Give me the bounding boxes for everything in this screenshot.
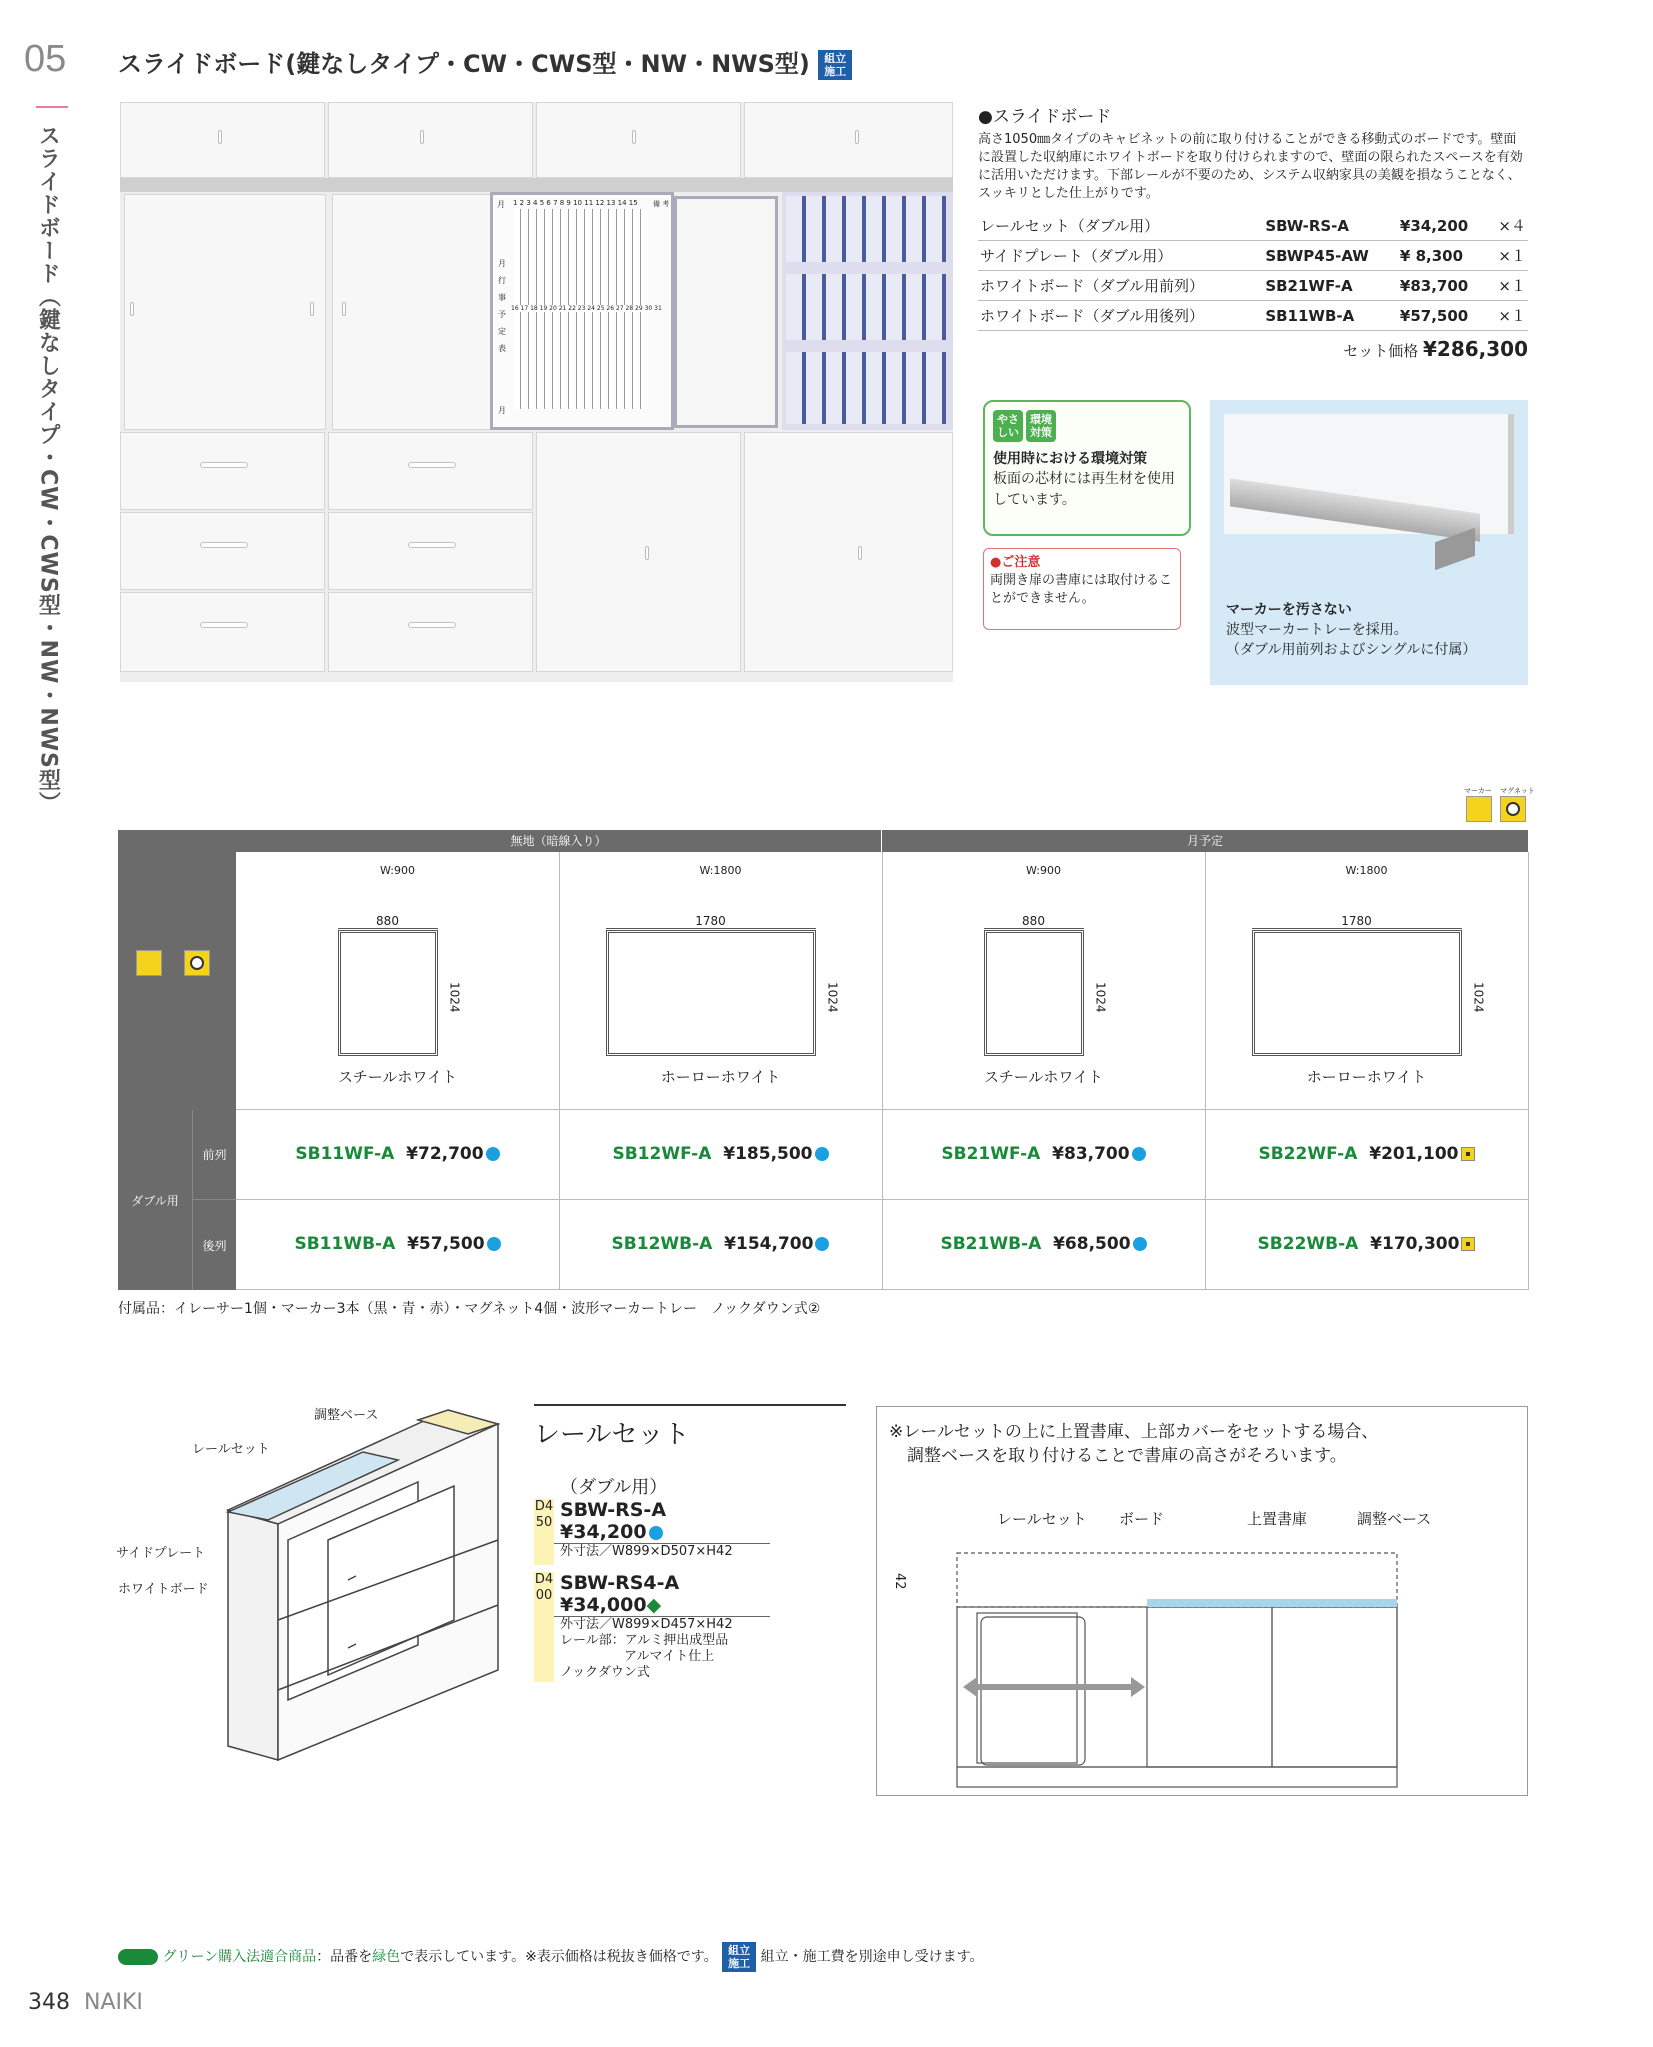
rail-item1-dtag: D450	[534, 1499, 554, 1565]
green-logo-icon	[118, 1949, 158, 1965]
dim-height: 1024	[1471, 982, 1486, 1013]
diagram-finish: ホーローホワイト	[1306, 1068, 1427, 1086]
footer-green-word: 緑色	[372, 1949, 401, 1965]
set-item-row	[978, 241, 1528, 271]
eco-body: 板面の芯材には再生材を使用しています。	[993, 471, 1175, 508]
dim-width: 1780	[1252, 914, 1462, 929]
brand-name: NAIKI	[84, 1990, 143, 2015]
set-item-price: ¥83,700	[1398, 271, 1489, 301]
note-label-rail: レールセット	[997, 1510, 1087, 1528]
board-vertical-char: 行	[498, 276, 506, 285]
board-vertical-char: 表	[498, 344, 506, 353]
green-dot-icon	[649, 1526, 663, 1540]
price-entry	[236, 1234, 559, 1254]
diagram-finish: ホーローホワイト	[660, 1068, 781, 1086]
footer-assembly-badge: 組立施工	[722, 1942, 756, 1972]
iso-label-rail: レールセット	[192, 1442, 270, 1457]
group-monthly-header: 月予定	[882, 830, 1528, 852]
note-label-board: ボード	[1119, 1510, 1165, 1528]
product-price: ¥57,500	[407, 1234, 485, 1254]
iso-label-side: サイドプレート	[116, 1546, 206, 1561]
product-price: ¥201,100	[1369, 1144, 1459, 1164]
price-entry	[882, 1144, 1205, 1164]
legend-magnet-label: マグネット	[1500, 787, 1535, 795]
dim-height: 1024	[1093, 982, 1108, 1013]
set-price-label: セット価格	[1343, 342, 1419, 360]
product-price: ¥83,700	[1052, 1144, 1130, 1164]
marker-tray-photo	[1210, 400, 1528, 685]
dim-width: 880	[338, 914, 438, 929]
board-days-top: 1 2 3 4 5 6 7 8 9 10 11 12 13 14 15	[513, 199, 638, 207]
set-price-value: ¥286,300	[1422, 337, 1528, 361]
set-item-price: ¥57,500	[1398, 301, 1489, 331]
eco-badge-env: 環境対策	[1026, 410, 1056, 442]
row-label-front: 前列	[192, 1110, 236, 1200]
footer-note	[118, 1942, 983, 1972]
set-item-qty: ×１	[1488, 301, 1528, 331]
board-outline	[984, 930, 1084, 1056]
set-item-qty: ×１	[1488, 241, 1528, 271]
price-entry	[559, 1234, 882, 1254]
legend-marker-label: マーカー	[1464, 787, 1492, 795]
rail-item2-code: SBW-RS4-A	[560, 1572, 680, 1594]
marker-caption-line2: （ダブル用前列およびシングルに付属）	[1226, 642, 1477, 658]
diagram-width-label: W:900	[1026, 864, 1061, 877]
note-label-base: 調整ベース	[1357, 1510, 1432, 1528]
set-item-qty: ×１	[1488, 271, 1528, 301]
assembly-badge: 組立施工	[818, 50, 852, 80]
note-line1: ※レールセットの上に上置書庫、上部カバーをセットする場合、	[889, 1422, 1379, 1442]
rail-isometric-diagram	[118, 1390, 518, 1790]
board-remarks: 備 考	[653, 200, 670, 208]
note-line2: 調整ベースを取り付けることで書庫の高さがそろいます。	[907, 1446, 1347, 1466]
row-group-label: ダブル用	[131, 1193, 179, 1208]
intro-body: 高さ1050㎜タイプのキャビネットの前に取り付けることができる移動式のボードです。壁面に設置した収納庫にホワイトボードを取り付けられますので、壁面の限られたスペースを有効に活用いただけます。下部レールが不要のため、システム収納家具の美観を損なうことなく、スッキリとした仕上がりです。	[978, 132, 1523, 201]
page-number-row	[28, 1990, 143, 2015]
footer-text2: で表示しています。※表示価格は税抜き価格です。	[400, 1949, 718, 1965]
product-price: ¥170,300	[1370, 1234, 1460, 1254]
stock-dot-icon	[815, 1237, 829, 1251]
diagram-width-label: W:1800	[1345, 864, 1388, 877]
page-title	[118, 44, 852, 80]
marker-caption-line1: 波型マーカートレーを採用。	[1226, 622, 1408, 638]
eco-box	[983, 400, 1191, 536]
dim-height: 1024	[447, 982, 462, 1013]
diagram-width-label: W:1800	[699, 864, 742, 877]
product-photo	[120, 102, 953, 682]
stock-dot-icon	[1133, 1237, 1147, 1251]
rail-item1-spec: 外寸法／W899×D507×H42	[560, 1544, 733, 1559]
footer-green-label: グリーン購入法適合商品	[162, 1949, 317, 1965]
rail-set-title: レールセット	[534, 1404, 846, 1451]
set-item-name: ホワイトボード（ダブル用前列）	[978, 271, 1263, 301]
diagram-finish: スチールホワイト	[338, 1068, 457, 1086]
page-title-text: スライドボード(鍵なしタイプ・CW・CWS型・NW・NWS型)	[118, 50, 810, 78]
product-price: ¥68,500	[1053, 1234, 1131, 1254]
marker-icon	[1466, 796, 1492, 822]
eco-badge-kind: やさしい	[993, 410, 1023, 442]
table-marker-icon	[136, 950, 162, 976]
front-diagram	[877, 1407, 1527, 1795]
dim-width: 1780	[606, 914, 816, 929]
caution-box	[983, 548, 1181, 630]
set-item-name: サイドプレート（ダブル用）	[978, 241, 1263, 271]
board-month-label: 月	[497, 200, 505, 209]
made-to-order-icon	[1461, 1237, 1475, 1251]
price-entry	[1205, 1234, 1528, 1254]
set-item-price: ¥ 8,300	[1398, 241, 1489, 271]
row-label-back: 後列	[192, 1200, 236, 1290]
set-item-code: SBWP45-AW	[1263, 241, 1398, 271]
rail-set-block	[534, 1404, 846, 1681]
stock-dot-icon	[1132, 1147, 1146, 1161]
marker-caption	[1226, 600, 1476, 660]
dim-width: 880	[984, 914, 1084, 929]
magnet-icon	[1500, 796, 1526, 822]
rail-item2-price: ¥34,000	[560, 1594, 647, 1616]
price-entry	[236, 1144, 559, 1164]
note-label-height: 42	[892, 1573, 907, 1590]
group-plain-header: 無地（暗線入り）	[236, 830, 882, 852]
calendar-board	[490, 192, 674, 430]
iso-label-base: 調整ベース	[314, 1408, 379, 1423]
set-item-price: ¥34,200	[1398, 211, 1489, 241]
footer-text1: ：品番を	[316, 1949, 373, 1965]
section-number: 05	[24, 38, 67, 80]
rail-item2-spec2: レール部：アルミ押出成型品	[560, 1633, 729, 1648]
product-code: SB12WF-A	[612, 1144, 712, 1164]
rail-item2-spec4: ノックダウン式	[560, 1665, 650, 1680]
diagram-width-label: W:900	[380, 864, 415, 877]
price-entry	[559, 1144, 882, 1164]
product-code: SB21WB-A	[940, 1234, 1042, 1254]
product-code: SB11WB-A	[294, 1234, 396, 1254]
set-item-name: ホワイトボード（ダブル用後列）	[978, 301, 1263, 331]
rail-item2-dtag: D400	[534, 1572, 554, 1682]
stock-dot-icon	[486, 1147, 500, 1161]
side-label: スライドボード（鍵なしタイプ・CW・CWS型・NW・NWS型）	[35, 124, 61, 815]
caution-title: ●ご注意	[990, 555, 1041, 570]
price-entry	[1205, 1144, 1528, 1164]
price-table	[118, 830, 1528, 1290]
note-label-upper: 上置書庫	[1247, 1510, 1308, 1528]
product-price: ¥72,700	[406, 1144, 484, 1164]
board-outline	[338, 930, 438, 1056]
diagram-finish: スチールホワイト	[984, 1068, 1103, 1086]
rail-item2-spec1: 外寸法／W899×D457×H42	[560, 1617, 733, 1632]
page-number: 348	[28, 1990, 70, 2015]
set-item-row	[978, 211, 1528, 241]
stock-dot-icon	[815, 1147, 829, 1161]
set-item-code: SB21WF-A	[1263, 271, 1398, 301]
caution-body: 両開き扉の書庫には取付けることができません。	[990, 573, 1173, 606]
accessories-note: 付属品：イレーサー1個・マーカー3本（黒・青・赤）・マグネット4個・波形マーカートレー ノックダウン式②	[118, 1301, 821, 1317]
rail-item2-spec3: アルマイト仕上	[624, 1649, 715, 1664]
rail-item1-code: SBW-RS-A	[560, 1499, 667, 1521]
stock-dot-icon	[487, 1237, 501, 1251]
set-item-code: SB11WB-A	[1263, 301, 1398, 331]
board-vertical-char: 予	[498, 310, 506, 319]
intro-heading: ●スライドボード	[978, 107, 1112, 127]
iso-label-board: ホワイトボード	[118, 1582, 209, 1597]
marker-caption-title: マーカーを汚さない	[1226, 602, 1352, 618]
price-entry	[882, 1234, 1205, 1254]
board-vertical-char: 定	[498, 327, 506, 336]
product-code: SB11WF-A	[295, 1144, 395, 1164]
board-bottom-label: 月	[498, 406, 506, 415]
set-item-code: SBW-RS-A	[1263, 211, 1398, 241]
rail-set-sub: （ダブル用）	[560, 1477, 668, 1498]
product-code: SB12WB-A	[611, 1234, 713, 1254]
product-code: SB22WF-A	[1258, 1144, 1358, 1164]
section-divider	[36, 106, 68, 108]
dim-height: 1024	[825, 982, 840, 1013]
set-item-qty: ×４	[1488, 211, 1528, 241]
board-outline	[1252, 930, 1462, 1056]
footer-text3: 組立・施工費を別途申し受けます。	[760, 1949, 984, 1965]
product-price: ¥185,500	[723, 1144, 813, 1164]
eco-title: 使用時における環境対策	[993, 451, 1147, 467]
set-item-row	[978, 271, 1528, 301]
spec-section	[978, 102, 1528, 361]
made-to-order-icon	[1461, 1147, 1475, 1161]
board-vertical-char: 事	[498, 293, 506, 302]
green-diamond-icon: ◆	[646, 1594, 662, 1616]
board-days-mid: 16 17 18 19 20 21 22 23 24 25 26 27 28 29 30 31	[511, 305, 662, 312]
table-magnet-icon	[184, 950, 210, 976]
set-item-name: レールセット（ダブル用）	[978, 211, 1263, 241]
set-item-row	[978, 301, 1528, 331]
board-vertical-char: 月	[498, 259, 506, 268]
note-box	[876, 1406, 1528, 1796]
product-code: SB21WF-A	[941, 1144, 1041, 1164]
set-price-row	[978, 337, 1528, 361]
product-code: SB22WB-A	[1257, 1234, 1359, 1254]
rail-item1-price: ¥34,200	[560, 1521, 647, 1543]
set-items-table	[978, 211, 1528, 331]
product-price: ¥154,700	[724, 1234, 814, 1254]
board-outline	[606, 930, 816, 1056]
